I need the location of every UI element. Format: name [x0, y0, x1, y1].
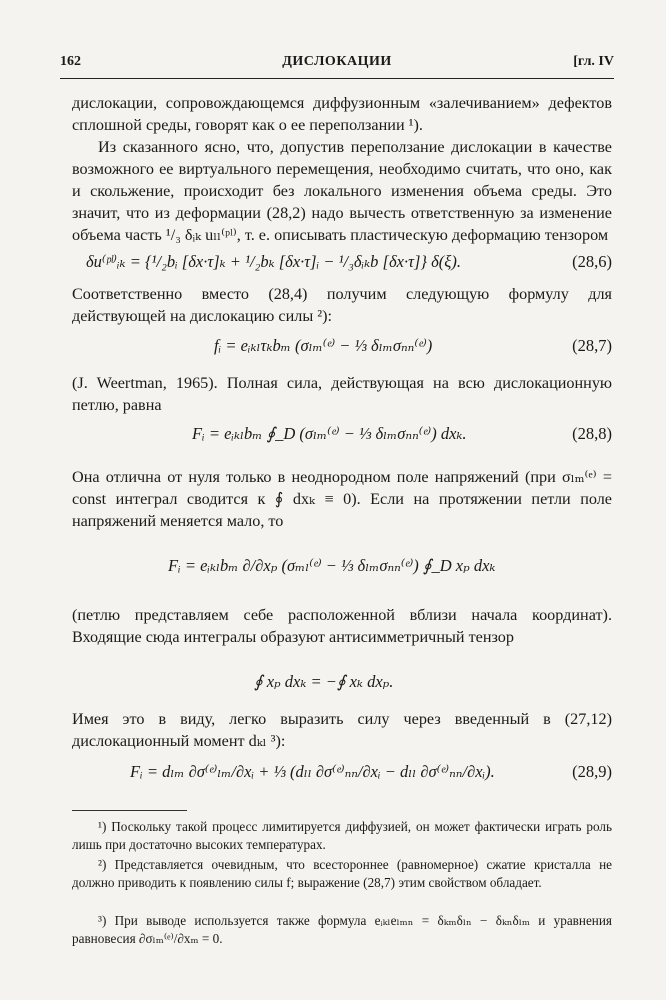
paragraph-3: Соответственно вместо (28,4) получим следующую формулу для действующей на дислокацию силы ²):: [72, 285, 612, 325]
equation-28-6-number: (28,6): [572, 252, 612, 271]
running-title: ДИСЛОКАЦИИ: [282, 54, 392, 69]
equation-antisymmetric-body: ∮ xₚ dxₖ = −∮ xₖ dxₚ.: [254, 672, 394, 691]
header-rule: [60, 78, 614, 79]
equation-28-7-number: (28,7): [572, 336, 612, 355]
equation-28-6: [72, 252, 612, 280]
chapter-label: [гл. IV: [573, 54, 614, 69]
paragraph-2: Из сказанного ясно, что, допустив переползание дислокации в качестве возможного ее виртуального перемещения, необходимо считать, что оно, как и скольжение, происходит без локального изменения объема среды. Это значит, что из деформации (28,2) надо вычесть ответственную за изменение объема часть ¹/₃ δᵢₖ uₗₗ⁽ᵖˡ⁾, т. е. описывать пластическую деформацию тензором: [72, 138, 612, 244]
equation-antisymmetric: [72, 672, 612, 700]
footnote-3: ³) При выводе используется также формула eᵢₖₗeₗₘₙ = δₖₘδₗₙ − δₖₙδₗₘ и уравнения равновесия ∂σₗₘ⁽ᵉ⁾/∂xₘ = 0.: [72, 913, 612, 946]
paragraph-5: Она отлична от нуля только в неоднородном поле напряжений (при σₗₘ⁽ᵉ⁾ = const интеграл сводится к ∮ dxₖ ≡ 0). Если на протяжении петли поле напряжений меняется мало, то: [72, 468, 612, 530]
equation-28-6-body: δu⁽ᵖˡ⁾ᵢₖ = {¹/₂bᵢ [δx·τ]ₖ + ¹/₂bₖ [δx·τ]ᵢ − ¹/₃δᵢₖb [δx·τ]} δ(ξ).: [86, 252, 461, 271]
equation-28-7: [72, 336, 612, 364]
paragraph-4: (J. Weertman, 1965). Полная сила, действующая на всю дислокационную петлю, равна: [72, 374, 612, 414]
page-number: 162: [60, 54, 81, 69]
equation-28-8-number: (28,8): [572, 424, 612, 443]
paragraph-7: Имея это в виду, легко выразить силу через введенный в (27,12) дислокационный момент dₖₗ ³):: [72, 710, 612, 750]
equation-28-9-body: Fᵢ = dₗₘ ∂σ⁽ᵉ⁾ₗₘ/∂xᵢ + ⅓ (dₗₗ ∂σ⁽ᵉ⁾ₙₙ/∂xᵢ − dₗₗ ∂σ⁽ᵉ⁾ₙₙ/∂xᵢ).: [130, 762, 495, 781]
equation-force-expansion: [72, 556, 612, 584]
equation-28-7-body: fᵢ = eᵢₖₗτₖbₘ (σₗₘ⁽ᵉ⁾ − ⅓ δₗₘσₙₙ⁽ᵉ⁾): [214, 336, 433, 355]
footnote-1: ¹) Поскольку такой процесс лимитируется диффузией, он может фактически играть роль лишь при достаточно высоких температурах.: [72, 819, 612, 852]
equation-28-8: [72, 424, 612, 452]
equation-28-8-body: Fᵢ = eᵢₖₗbₘ ∮_D (σₗₘ⁽ᵉ⁾ − ⅓ δₗₘσₙₙ⁽ᵉ⁾) dxₖ.: [192, 424, 467, 443]
equation-force-expansion-body: Fᵢ = eᵢₖₗbₘ ∂/∂xₚ (σₘₗ⁽ᵉ⁾ − ⅓ δₗₘσₙₙ⁽ᵉ⁾) ∮_D xₚ dxₖ: [168, 556, 496, 575]
page-header: [60, 54, 614, 76]
equation-28-9: [72, 762, 612, 790]
paragraph-6: (петлю представляем себе расположенной вблизи начала координат). Входящие сюда интегралы образуют антисимметричный тензор: [72, 606, 612, 646]
footnote-rule: [72, 810, 187, 811]
footnote-2: ²) Представляется очевидным, что всестороннее (равномерное) сжатие кристалла не должно приводить к появлению силы f; выражение (28,7) этим свойством обладает.: [72, 857, 612, 890]
paragraph-1: дислокации, сопровождающемся диффузионным «залечиванием» дефектов сплошной среды, говорят как о ее переползании ¹).: [72, 94, 612, 134]
equation-28-9-number: (28,9): [572, 762, 612, 781]
